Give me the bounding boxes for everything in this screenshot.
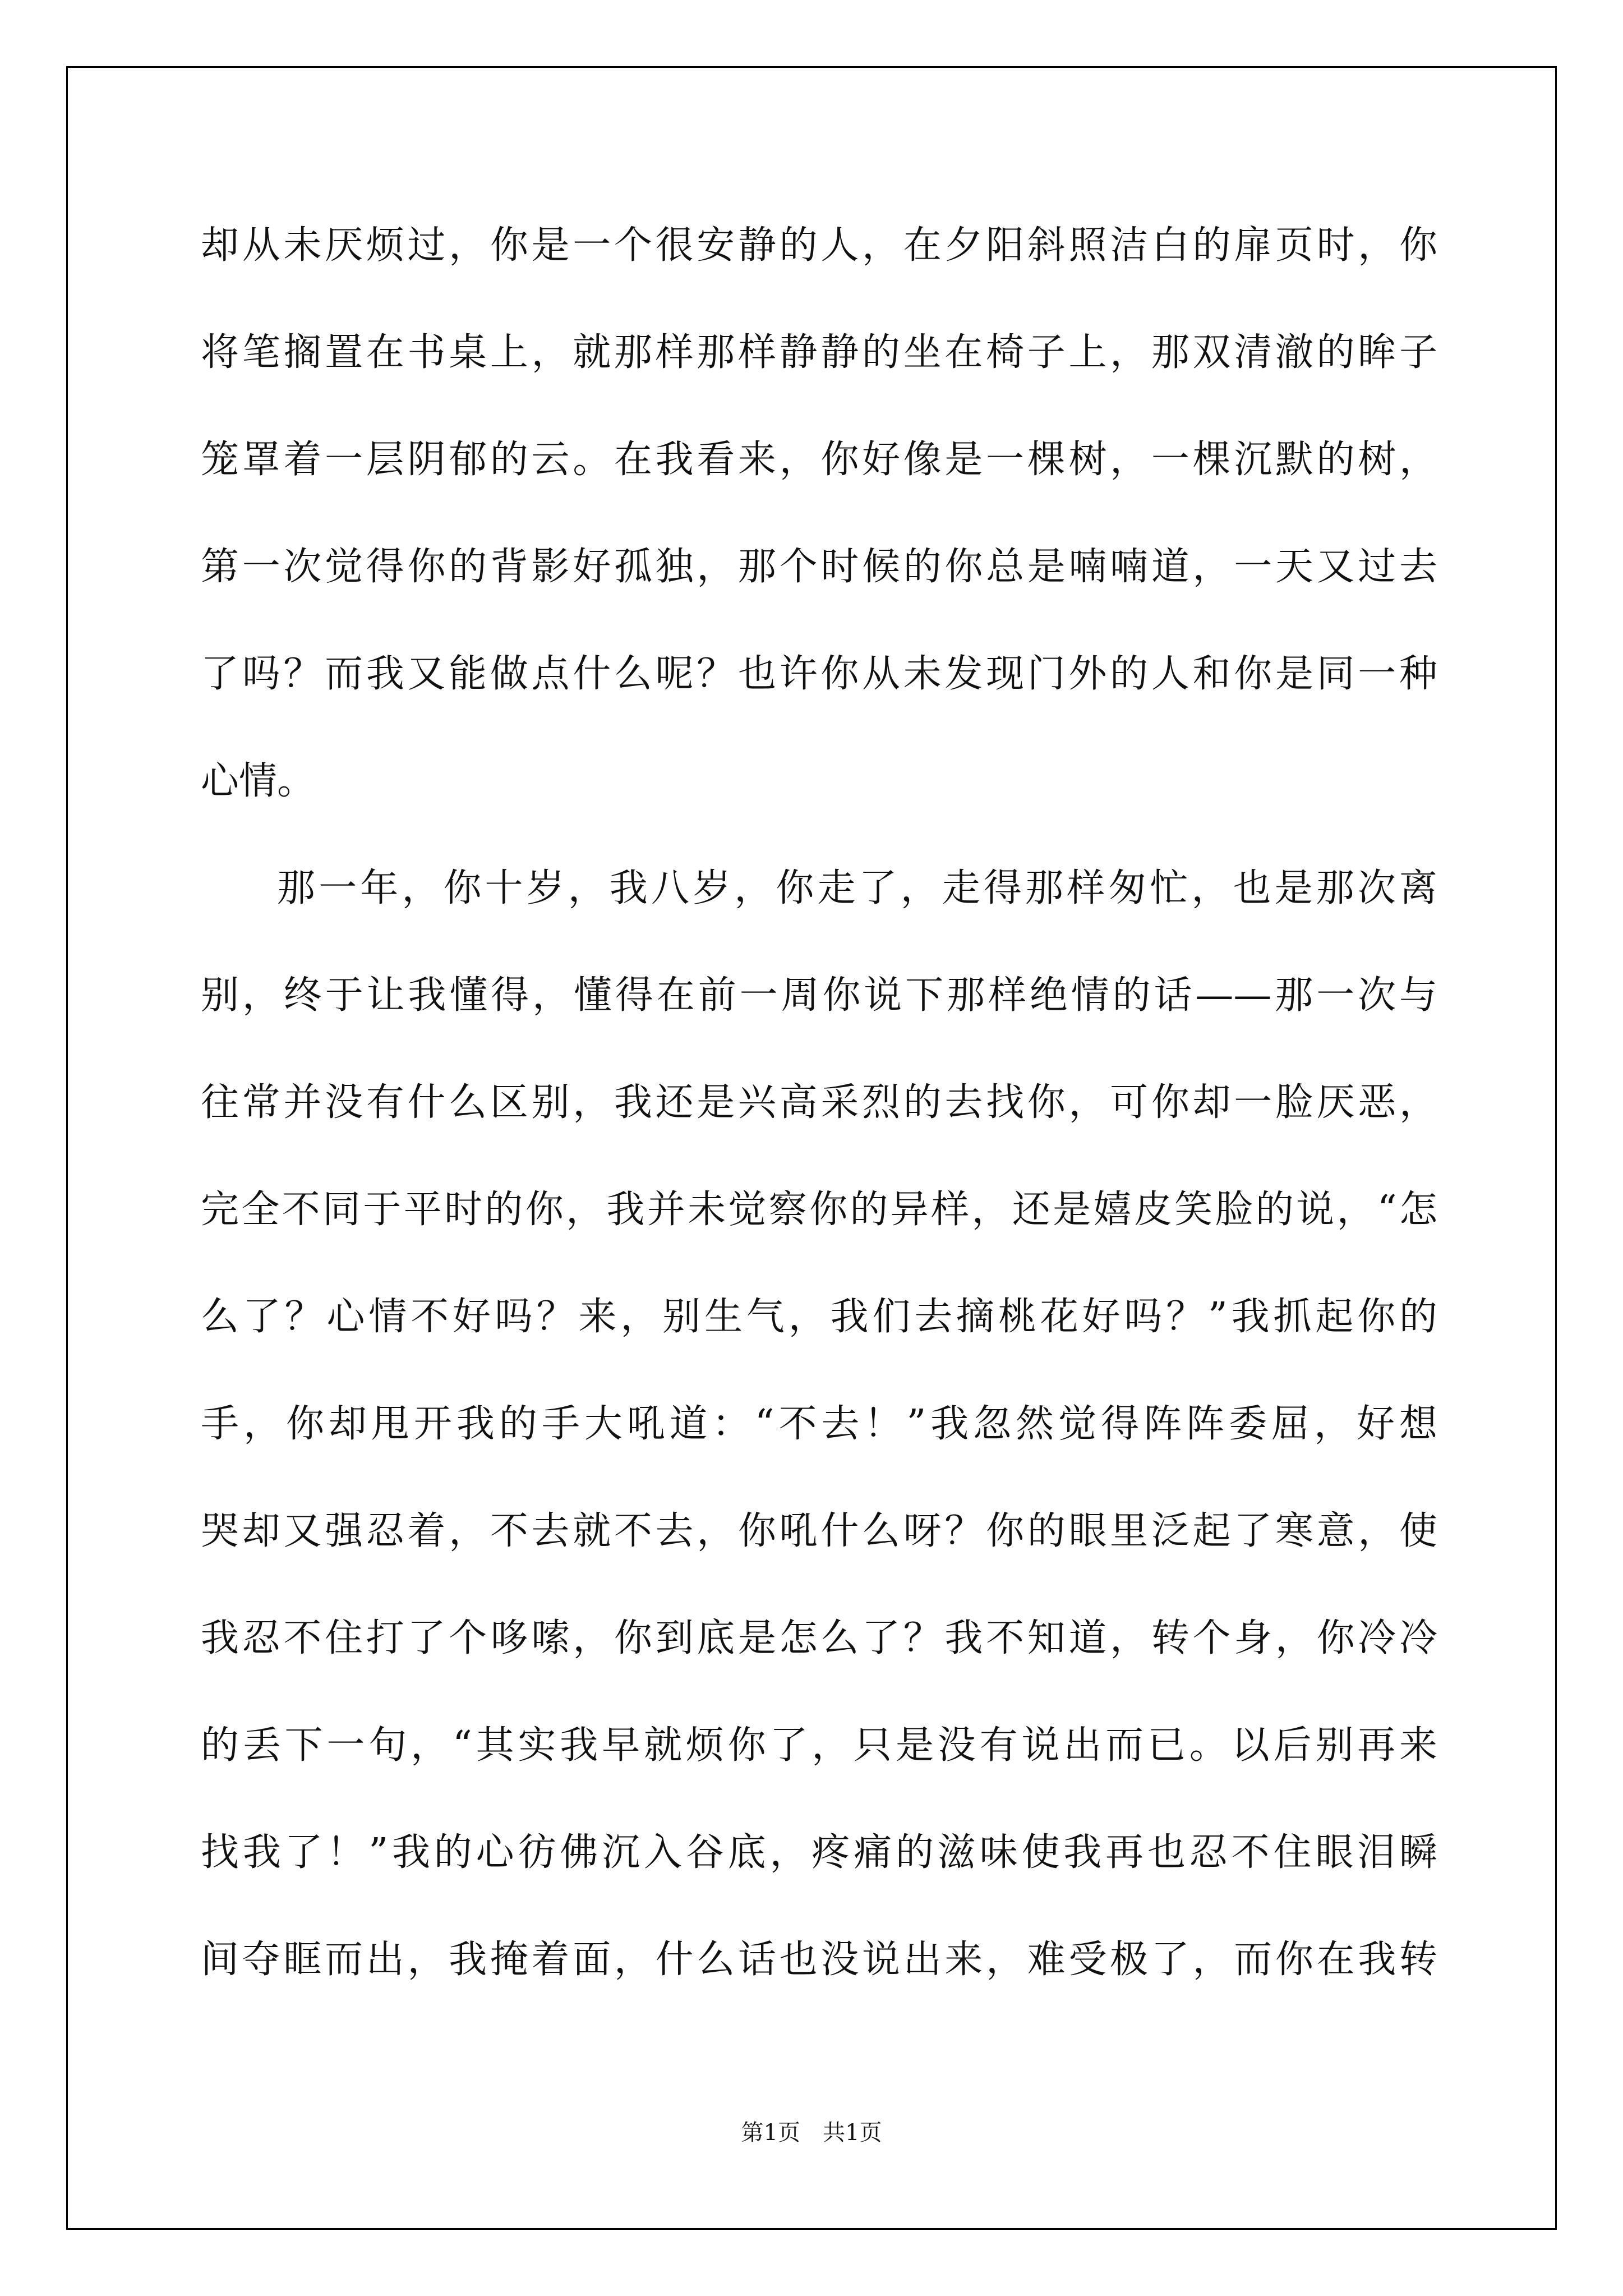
paragraph-2-line-6: 手，你却甩开我的手大吼道：“不去！”我忽然觉得阵阵委屈，好想 [201, 1402, 1437, 1446]
paragraph-1-line-3: 笼罩着一层阴郁的云。在我看来，你好像是一棵树，一棵沉默的树， [201, 438, 1437, 482]
paragraph-2-line-7: 哭却又强忍着，不去就不去，你吼什么呀？你的眼里泛起了寒意，使 [201, 1509, 1437, 1553]
paragraph-1-line-4: 第一次觉得你的背影好孤独，那个时候的你总是喃喃道，一天又过去 [201, 545, 1437, 589]
page-number-footer: 第1页 共1页 [741, 2120, 882, 2146]
paragraph-1-line-2: 将笔搁置在书桌上，就那样那样静静的坐在椅子上，那双清澈的眸子 [201, 330, 1437, 375]
paragraph-2-line-5: 么了？心情不好吗？来，别生气，我们去摘桃花好吗？”我抓起你的 [201, 1295, 1437, 1339]
paragraph-2-line-9: 的丢下一句，“其实我早就烦你了，只是没有说出而已。以后别再来 [201, 1723, 1437, 1768]
document-body [201, 192, 1437, 2013]
paragraph-2-line-11: 间夺眶而出，我掩着面，什么话也没说出来，难受极了，而你在我转 [201, 1938, 1437, 1982]
paragraph-1-line-6: 心情。 [201, 759, 316, 803]
paragraph-2-line-2: 别，终于让我懂得，懂得在前一周你说下那样绝情的话——那一次与 [201, 973, 1437, 1018]
paragraph-2-line-1: 那一年，你十岁，我八岁，你走了，走得那样匆忙，也是那次离 [277, 866, 1437, 910]
paragraph-2-line-8: 我忍不住打了个哆嗦，你到底是怎么了？我不知道，转个身，你冷冷 [201, 1616, 1437, 1660]
paragraph-1-line-1: 却从未厌烦过，你是一个很安静的人，在夕阳斜照洁白的扉页时，你 [201, 223, 1437, 268]
paragraph-1-line-5: 了吗？而我又能做点什么呢？也许你从未发现门外的人和你是同一种 [201, 652, 1437, 696]
paragraph-2-line-3: 往常并没有什么区别，我还是兴高采烈的去找你，可你却一脸厌恶， [201, 1080, 1437, 1125]
paragraph-2-line-4: 完全不同于平时的你，我并未觉察你的异样，还是嬉皮笑脸的说，“怎 [201, 1188, 1437, 1232]
paragraph-2-line-10: 找我了！”我的心彷佛沉入谷底，疼痛的滋味使我再也忍不住眼泪瞬 [201, 1830, 1437, 1875]
